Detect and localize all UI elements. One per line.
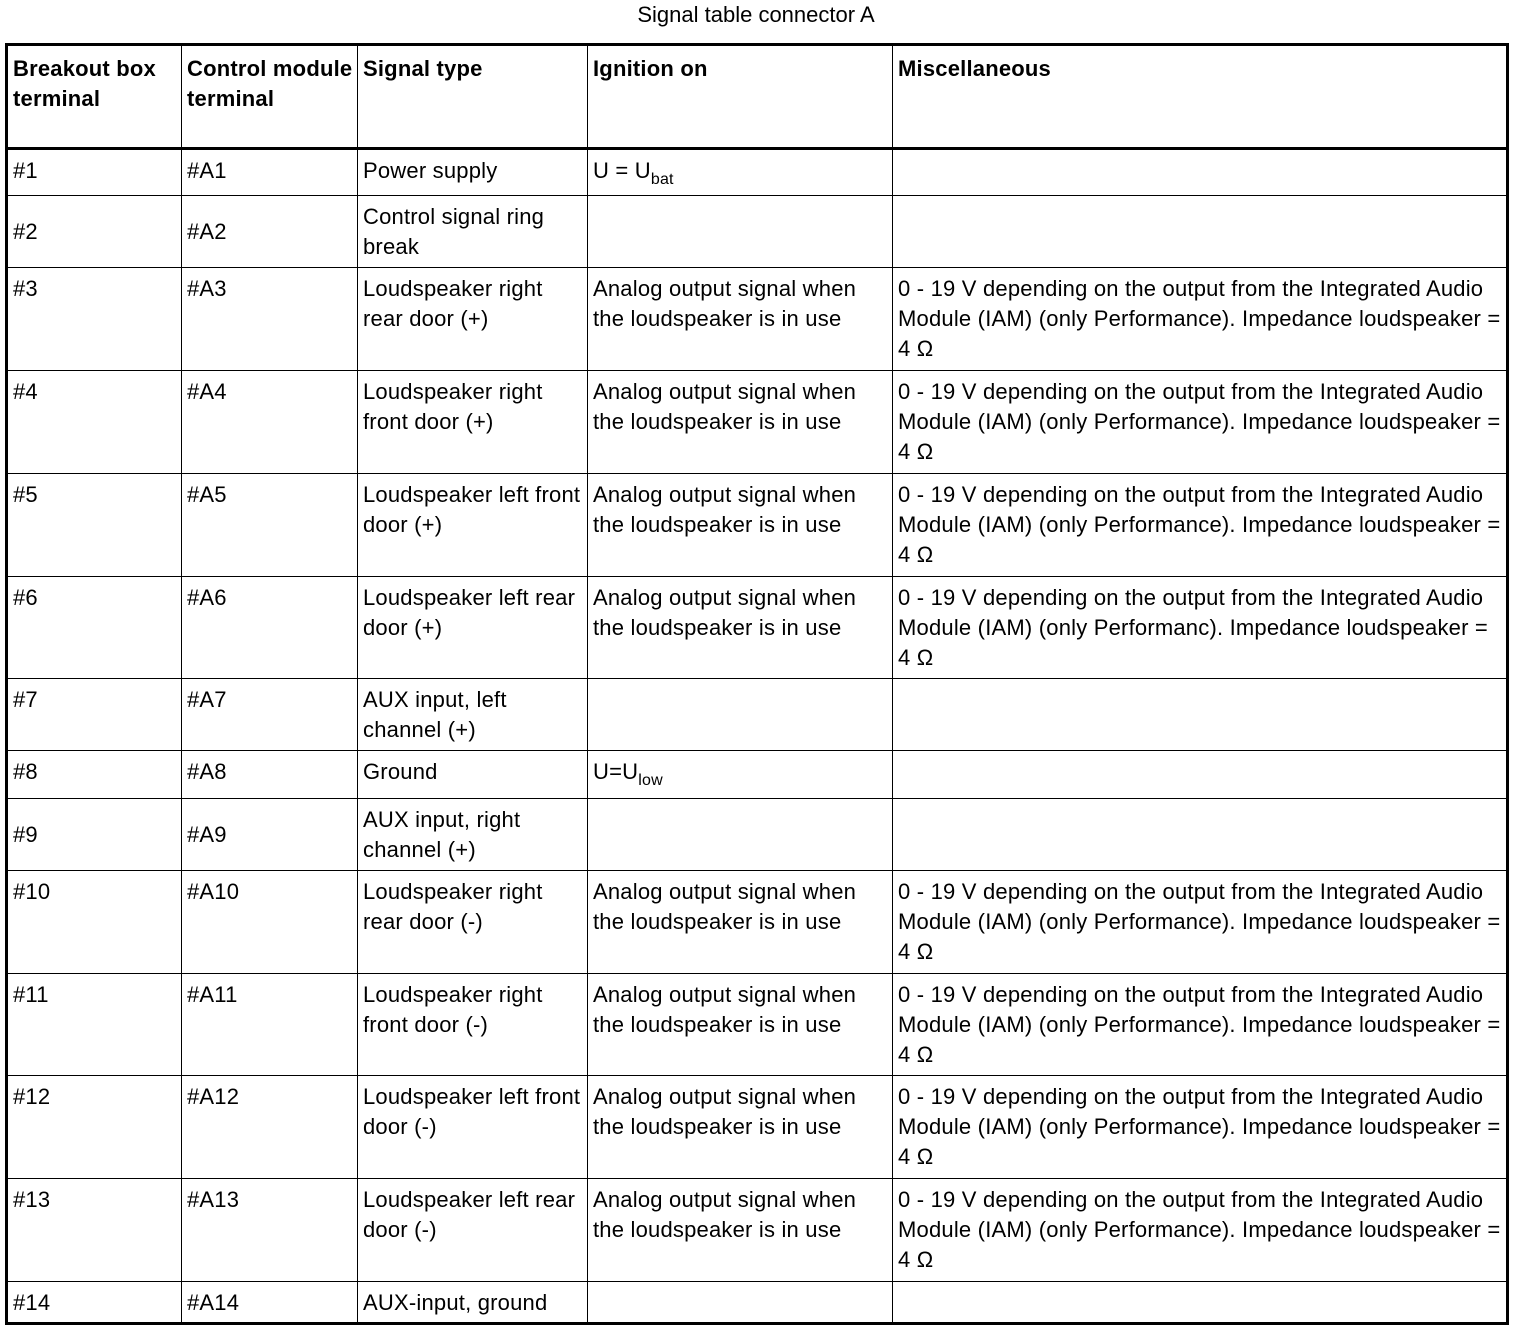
breakout-cell: #7 (7, 679, 182, 751)
signal-cell: Loudspeaker right front door (+) (358, 371, 588, 474)
ignition-cell: Analog output signal when the loudspeaker is in use (588, 371, 893, 474)
control-cell: #A13 (182, 1179, 358, 1282)
control-cell: #A1 (182, 149, 358, 196)
signal-cell: Loudspeaker left rear door (-) (358, 1179, 588, 1282)
control-cell: #A10 (182, 871, 358, 974)
ignition-main: U = U (593, 158, 651, 183)
breakout-cell: #10 (7, 871, 182, 974)
header-row (7, 45, 1508, 149)
misc-cell (893, 196, 1508, 268)
ignition-cell (588, 196, 893, 268)
ignition-subscript: low (638, 772, 663, 789)
control-cell: #A3 (182, 268, 358, 371)
ignition-cell (588, 799, 893, 871)
breakout-cell: #12 (7, 1076, 182, 1179)
breakout-cell: #3 (7, 268, 182, 371)
ignition-cell (588, 751, 893, 799)
control-cell: #A14 (182, 1282, 358, 1324)
misc-cell: 0 - 19 V depending on the output from the Integrated Audio Module (IAM) (only Performance). Impedance loudspeaker = 4 Ω (893, 974, 1508, 1076)
misc-cell (893, 149, 1508, 196)
signal-cell: AUX-input, ground (358, 1282, 588, 1324)
signal-cell: Loudspeaker left rear door (+) (358, 577, 588, 679)
ignition-main: U=U (593, 759, 639, 784)
header-ignition-on: Ignition on (588, 45, 893, 149)
control-cell: #A4 (182, 371, 358, 474)
signal-cell: Ground (358, 751, 588, 799)
misc-cell: 0 - 19 V depending on the output from the Integrated Audio Module (IAM) (only Performance). Impedance loudspeaker = 4 Ω (893, 871, 1508, 974)
table-row (7, 196, 1508, 268)
control-cell: #A7 (182, 679, 358, 751)
ignition-cell: Analog output signal when the loudspeaker is in use (588, 871, 893, 974)
control-cell: #A9 (182, 799, 358, 871)
signal-cell: Control signal ring break (358, 196, 588, 268)
header-breakout-box-terminal: Breakout box terminal (7, 45, 182, 149)
misc-cell (893, 799, 1508, 871)
breakout-cell: #2 (7, 196, 182, 268)
signal-cell: Loudspeaker left front door (+) (358, 474, 588, 577)
header-miscellaneous: Miscellaneous (893, 45, 1508, 149)
table-row (7, 474, 1508, 577)
table-row (7, 1076, 1508, 1179)
table-row (7, 1179, 1508, 1282)
control-cell: #A11 (182, 974, 358, 1076)
table-row (7, 679, 1508, 751)
table-row (7, 268, 1508, 371)
ignition-cell: Analog output signal when the loudspeaker is in use (588, 577, 893, 679)
signal-table (5, 43, 1509, 1325)
table-row (7, 751, 1508, 799)
control-cell: #A2 (182, 196, 358, 268)
control-cell: #A5 (182, 474, 358, 577)
breakout-cell: #11 (7, 974, 182, 1076)
table-row (7, 149, 1508, 196)
misc-cell: 0 - 19 V depending on the output from the Integrated Audio Module (IAM) (only Performanc). Impedance loudspeaker = 4 Ω (893, 577, 1508, 679)
table-row (7, 799, 1508, 871)
ignition-cell (588, 679, 893, 751)
ignition-cell: Analog output signal when the loudspeaker is in use (588, 974, 893, 1076)
table-row (7, 974, 1508, 1076)
table-row (7, 1282, 1508, 1324)
breakout-cell: #8 (7, 751, 182, 799)
breakout-cell: #1 (7, 149, 182, 196)
control-cell: #A8 (182, 751, 358, 799)
signal-cell: Loudspeaker right rear door (+) (358, 268, 588, 371)
ignition-cell: Analog output signal when the loudspeaker is in use (588, 1076, 893, 1179)
misc-cell (893, 1282, 1508, 1324)
misc-cell: 0 - 19 V depending on the output from the Integrated Audio Module (IAM) (only Performance). Impedance loudspeaker = 4 Ω (893, 1076, 1508, 1179)
control-cell: #A12 (182, 1076, 358, 1179)
misc-cell: 0 - 19 V depending on the output from the Integrated Audio Module (IAM) (only Performance). Impedance loudspeaker = 4 Ω (893, 371, 1508, 474)
table-row (7, 371, 1508, 474)
ignition-cell (588, 1282, 893, 1324)
ignition-subscript: bat (650, 171, 674, 188)
breakout-cell: #13 (7, 1179, 182, 1282)
signal-cell: AUX input, left channel (+) (358, 679, 588, 751)
breakout-cell: #4 (7, 371, 182, 474)
header-signal-type: Signal type (358, 45, 588, 149)
table-row (7, 577, 1508, 679)
misc-cell: 0 - 19 V depending on the output from the Integrated Audio Module (IAM) (only Performance). Impedance loudspeaker = 4 Ω (893, 268, 1508, 371)
breakout-cell: #14 (7, 1282, 182, 1324)
page-title: Signal table connector A (637, 2, 875, 27)
signal-cell: Loudspeaker right rear door (-) (358, 871, 588, 974)
misc-cell: 0 - 19 V depending on the output from the Integrated Audio Module (IAM) (only Performance). Impedance loudspeaker = 4 Ω (893, 474, 1508, 577)
breakout-cell: #9 (7, 799, 182, 871)
breakout-cell: #5 (7, 474, 182, 577)
signal-cell: AUX input, right channel (+) (358, 799, 588, 871)
misc-cell (893, 751, 1508, 799)
ignition-cell (588, 149, 893, 196)
table-row (7, 871, 1508, 974)
misc-cell: 0 - 19 V depending on the output from the Integrated Audio Module (IAM) (only Performance). Impedance loudspeaker = 4 Ω (893, 1179, 1508, 1282)
breakout-cell: #6 (7, 577, 182, 679)
signal-cell: Loudspeaker right front door (-) (358, 974, 588, 1076)
signal-cell: Loudspeaker left front door (-) (358, 1076, 588, 1179)
misc-cell (893, 679, 1508, 751)
ignition-cell: Analog output signal when the loudspeaker is in use (588, 1179, 893, 1282)
ignition-cell: Analog output signal when the loudspeaker is in use (588, 474, 893, 577)
header-control-module-terminal: Control module terminal (182, 45, 358, 149)
ignition-cell: Analog output signal when the loudspeaker is in use (588, 268, 893, 371)
signal-cell: Power supply (358, 149, 588, 196)
control-cell: #A6 (182, 577, 358, 679)
